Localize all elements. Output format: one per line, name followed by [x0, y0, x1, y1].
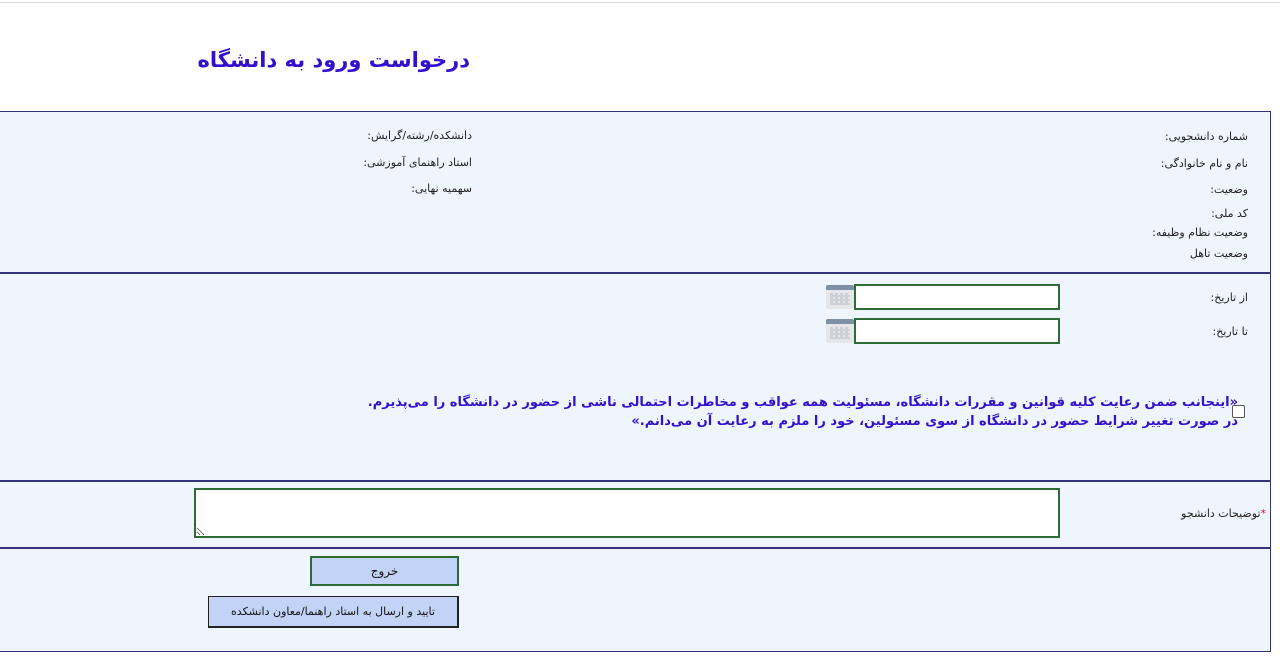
advisor-label: استاد راهنمای آموزشی:	[363, 156, 472, 169]
page-title: درخواست ورود به دانشگاه	[197, 48, 470, 72]
student-number-label: شماره دانشجویی:	[1164, 130, 1248, 143]
from-date-input[interactable]	[854, 284, 1060, 310]
section-divider	[0, 547, 1271, 549]
national-code-label: کد ملی:	[1211, 207, 1248, 220]
calendar-icon[interactable]	[826, 285, 854, 309]
final-quota-label: سهمیه نهایی:	[411, 182, 472, 195]
marital-status-label: وضعیت تاهل	[1189, 247, 1248, 260]
section-divider	[0, 480, 1271, 482]
exit-button[interactable]: خروج	[310, 556, 459, 586]
comments-textarea[interactable]	[194, 488, 1060, 538]
to-date-input[interactable]	[854, 318, 1060, 344]
submit-button[interactable]: تایید و ارسال به استاد راهنما/معاون دانشکده	[208, 596, 459, 628]
agreement-text	[338, 393, 1238, 431]
full-name-label: نام و نام خانوادگی:	[1160, 157, 1248, 170]
to-date-label: تا تاریخ:	[1212, 325, 1248, 338]
required-mark: *	[1260, 507, 1266, 520]
faculty-label: دانشکده/رشته/گرایش:	[367, 129, 472, 142]
from-date-label: از تاریخ:	[1210, 291, 1248, 304]
calendar-icon[interactable]	[826, 319, 854, 343]
military-status-label: وضعیت نظام وظیفه:	[1152, 226, 1248, 239]
top-divider	[0, 2, 1280, 3]
comments-label	[1181, 507, 1266, 520]
status-label: وضعیت:	[1210, 183, 1248, 196]
agreement-line-1: «اینجانب ضمن رعایت کلیه قوانین و مقررات دانشگاه، مسئولیت همه عواقب و مخاطرات احتمالی ناشی از حضور در دانشگاه را می‌پذیرم.	[367, 395, 1238, 410]
agreement-line-2: در صورت تغییر شرایط حضور در دانشگاه از سوی مسئولین، خود را ملزم به رعایت آن می‌دانم.»	[631, 414, 1238, 429]
form-panel	[0, 111, 1271, 652]
comments-label-text: توضیحات دانشجو	[1181, 507, 1261, 520]
section-divider	[0, 272, 1271, 274]
